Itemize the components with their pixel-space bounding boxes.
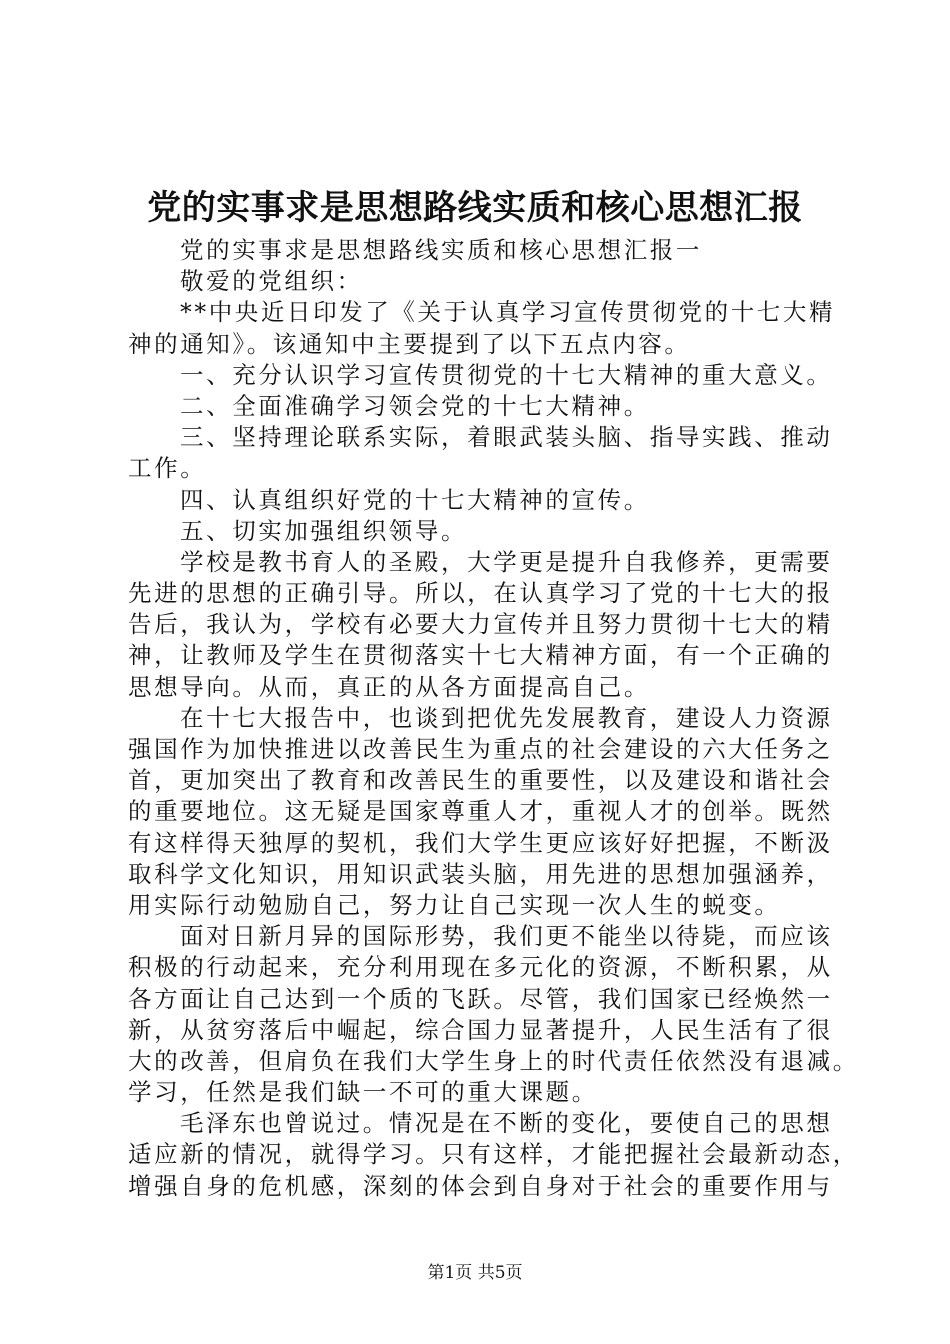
document-title: 党的实事求是思想路线实质和核心思想汇报 (147, 188, 803, 228)
body-line: 新，从贫穷落后中崛起，综合国力显著提升，人民生活有了很 (128, 1015, 833, 1044)
body-line: 首，更加突出了教育和改善民生的重要性，以及建设和谐社会 (128, 766, 833, 795)
body-line: 增强自身的危机感，深刻的体会到自身对于社会的重要作用与 (128, 1171, 833, 1200)
page-footer: 第1页 共5页 (427, 1263, 523, 1283)
body-line: 先进的思想的正确引导。所以，在认真学习了党的十七大的报 (128, 579, 833, 608)
body-line: 二、全面准确学习领会党的十七大精神。 (180, 391, 650, 420)
body-line: 积极的行动起来，充分利用现在多元化的资源，不断积累，从 (128, 953, 833, 982)
body-line: 学习，任然是我们缺一不可的重大课题。 (128, 1078, 598, 1107)
body-line: 敬爱的党组织： (180, 267, 363, 296)
body-line: 告后，我认为，学校有必要大力宣传并且努力贯彻十七大的精 (128, 610, 833, 639)
body-line: 学校是教书育人的圣殿，大学更是提升自我修养，更需要 (180, 547, 833, 576)
body-line: 三、坚持理论联系实际，着眼武装头脑、指导实践、推动 (180, 423, 833, 452)
body-line: 五、切实加强组织领导。 (180, 516, 468, 545)
body-line: 的重要地位。这无疑是国家尊重人才，重视人才的创举。既然 (128, 797, 833, 826)
body-line: 神，让教师及学生在贯彻落实十七大精神方面，有一个正确的 (128, 641, 833, 670)
document-body (128, 235, 859, 1202)
body-line: 一、充分认识学习宣传贯彻党的十七大精神的重大意义。 (180, 360, 833, 389)
body-line: 面对日新月异的国际形势，我们更不能坐以待毙，而应该 (180, 922, 833, 951)
body-line: 各方面让自己达到一个质的飞跃。尽管，我们国家已经焕然一 (128, 984, 833, 1013)
body-line: 在十七大报告中，也谈到把优先发展教育，建设人力资源 (180, 703, 833, 732)
body-line: 党的实事求是思想路线实质和核心思想汇报一 (180, 236, 702, 264)
body-line: 用实际行动勉励自己，努力让自己实现一次人生的蜕变。 (128, 890, 781, 919)
body-line: 有这样得天独厚的契机，我们大学生更应该好好把握，不断汲 (128, 828, 833, 857)
body-line: **中央近日印发了《关于认真学习宣传贯彻党的十七大精 (180, 298, 836, 327)
body-line: 神的通知》。该通知中主要提到了以下五点内容。 (128, 329, 691, 358)
body-line: 取科学文化知识，用知识武装头脑，用先进的思想加强涵养， (128, 859, 833, 888)
body-line: 强国作为加快推进以改善民生为重点的社会建设的六大任务之 (128, 735, 833, 763)
body-line: 毛泽东也曾说过。情况是在不断的变化，要使自己的思想 (180, 1109, 833, 1138)
body-line: 四、认真组织好党的十七大精神的宣传。 (180, 485, 650, 514)
body-line: 大的改善，但肩负在我们大学生身上的时代责任依然没有退减。 (128, 1046, 859, 1075)
body-line: 思想导向。从而，真正的从各方面提高自己。 (128, 672, 650, 701)
body-line: 适应新的情况，就得学习。只有这样，才能把握社会最新动态， (128, 1140, 859, 1169)
body-line: 工作。 (128, 454, 207, 483)
